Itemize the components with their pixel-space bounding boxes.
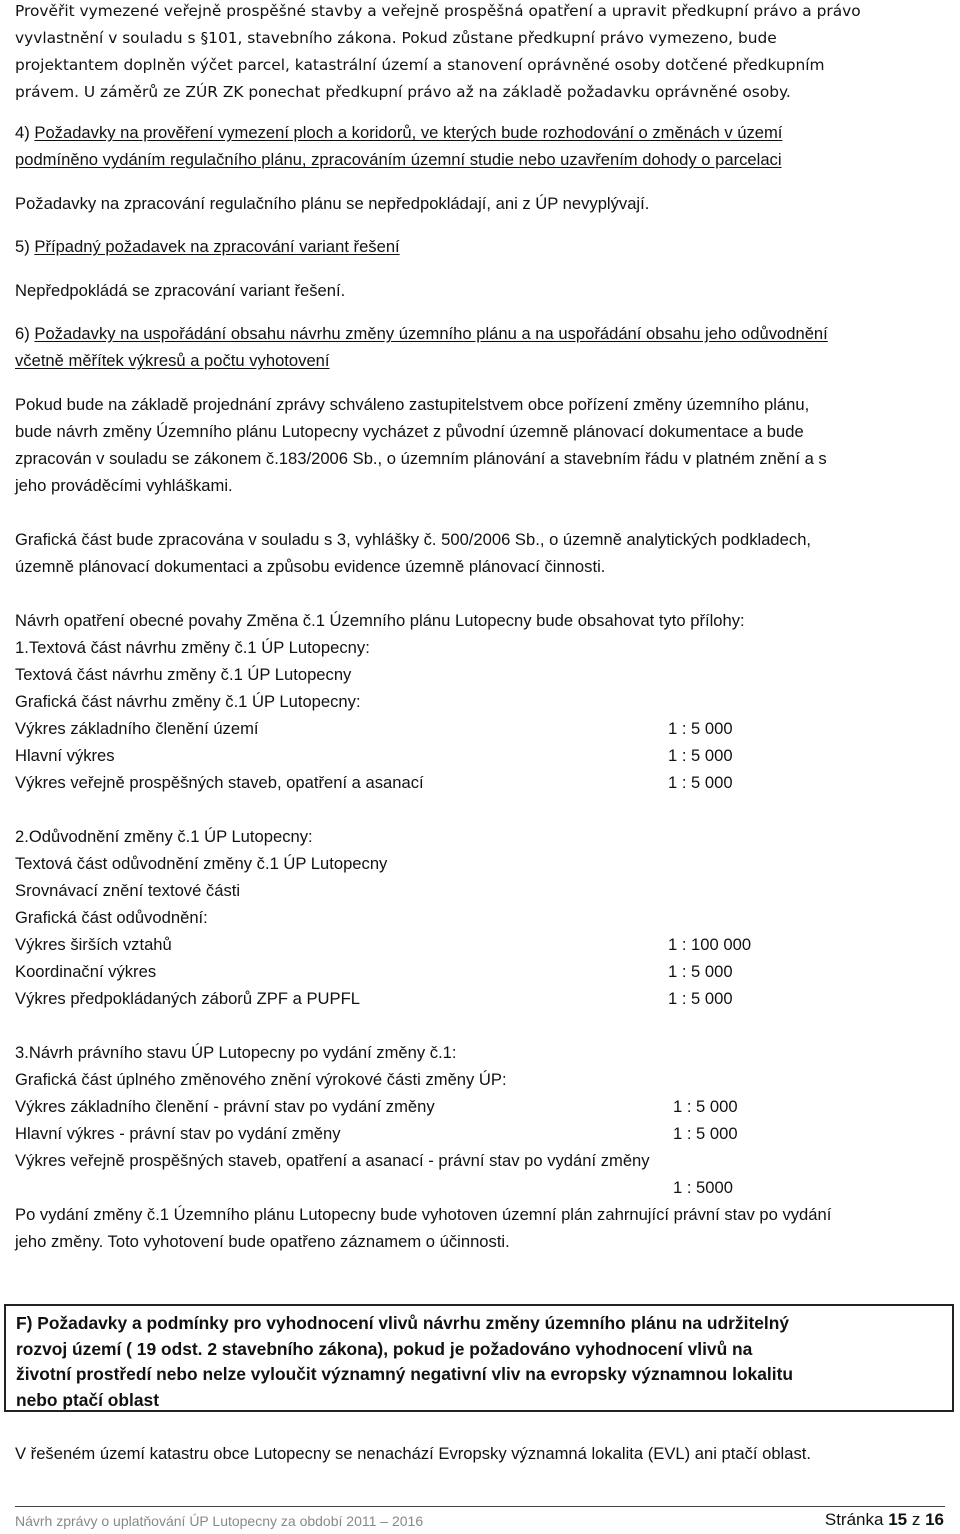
group-3-item-scale: 1 : 5 000 <box>673 1124 738 1143</box>
section-5-heading <box>15 236 400 258</box>
section-4-heading-line-1 <box>15 122 782 144</box>
footer-title: Návrh zprávy o uplatňování ÚP Lutopecny za období 2011 – 2016 <box>15 1513 424 1529</box>
section-6-para-2-line-1: Grafická část bude zpracována v souladu s 3, vyhlášky č. 500/2006 Sb., o územně analytických podkladech, <box>15 530 812 549</box>
page-number <box>825 1510 944 1530</box>
section-6-heading-line-1 <box>15 323 828 345</box>
group-3-item-name: Výkres základního členění - právní stav po vydání změny <box>15 1097 435 1116</box>
group-3-item-name: Výkres veřejně prospěšných staveb, opatření a asanací - právní stav po vydání změny <box>15 1151 650 1170</box>
group-1-graphic: Grafická část návrhu změny č.1 ÚP Lutopecny: <box>15 692 361 711</box>
section-f-heading-line-2: rozvoj území ( 19 odst. 2 stavebního zákona), pokud je požadováno vyhodnocení vlivů na <box>16 1338 753 1359</box>
group-3-graphic: Grafická část úplného změnového znění výrokové části změny ÚP: <box>15 1070 507 1089</box>
section-f-heading-line-4: nebo ptačí oblast <box>16 1389 160 1410</box>
group-2-compare: Srovnávací znění textové části <box>15 881 241 900</box>
group-3-item-scale: 1 : 5000 <box>673 1178 733 1197</box>
group-1-item-name: Hlavní výkres <box>15 746 115 765</box>
section-4-heading-line-2: podmíněno vydáním regulačního plánu, zpracováním územní studie nebo uzavřením dohody o parcelaci <box>15 150 782 169</box>
group-2-text: Textová část odůvodnění změny č.1 ÚP Lutopecny <box>15 854 388 873</box>
section-6-para-1-line-4: jeho prováděcími vyhláškami. <box>15 476 233 495</box>
group-1-item-name: Výkres veřejně prospěšných staveb, opatření a asanací <box>15 773 424 792</box>
group-2-item-name: Výkres předpokládaných záborů ZPF a PUPFL <box>15 989 360 1008</box>
attachments-intro: Návrh opatření obecné povahy Změna č.1 Územního plánu Lutopecny bude obsahovat tyto přílohy: <box>15 611 745 630</box>
section-6-heading-line-2: včetně měřítek výkresů a počtu vyhotovení <box>15 351 330 370</box>
section-6-para-1-line-2: bude návrh změny Územního plánu Lutopecny vycházet z původní územně plánovací dokumentace a bude <box>15 422 804 441</box>
current-page: 15 <box>888 1510 908 1529</box>
group-1-text: Textová část návrhu změny č.1 ÚP Lutopecny <box>15 665 352 684</box>
closing-line-1: Po vydání změny č.1 Územního plánu Lutopecny bude vyhotoven územní plán zahrnující právní stav po vydání <box>15 1205 832 1224</box>
group-2-title: 2.Odůvodnění změny č.1 ÚP Lutopecny: <box>15 827 313 846</box>
section-5-heading-text: Případný požadavek na zpracování variant řešení <box>34 237 400 256</box>
group-1-item-scale: 1 : 5 000 <box>668 773 733 792</box>
group-1-title: 1.Textová část návrhu změny č.1 ÚP Lutopecny: <box>15 638 370 657</box>
group-2-item-name: Výkres širších vztahů <box>15 935 172 954</box>
total-pages: 16 <box>925 1510 944 1529</box>
group-2-item-scale: 1 : 5 000 <box>668 962 733 981</box>
group-2-item-name: Koordinační výkres <box>15 962 157 981</box>
group-2-item-scale: 1 : 100 000 <box>668 935 752 954</box>
section-4-number: 4) <box>15 123 35 142</box>
intro-line-2: vyvlastnění v souladu s §101, stavebního zákona. Pokud zůstane předkupní právo vymezeno, bude <box>15 29 777 47</box>
section-f-heading <box>16 1311 944 1413</box>
page-of: z <box>911 1510 921 1529</box>
section-6-para-2-line-2: územně plánovací dokumentaci a způsobu evidence územně plánovací činnosti. <box>15 557 606 576</box>
group-2-graphic: Grafická část odůvodnění: <box>15 908 208 927</box>
group-1-item-scale: 1 : 5 000 <box>668 719 733 738</box>
section-f-box <box>4 1304 954 1412</box>
group-1-item-scale: 1 : 5 000 <box>668 746 733 765</box>
intro-line-4: právem. U záměrů ze ZÚR ZK ponechat předkupní právo až na základě požadavku oprávněné osoby. <box>15 83 791 101</box>
section-4-heading-text: Požadavky na prověření vymezení ploch a koridorů, ve kterých bude rozhodování o změnách v území <box>34 123 783 142</box>
section-f-heading-line-3: životní prostředí nebo nelze vyloučit významný negativní vliv na evropsky významnou lokalitu <box>16 1364 793 1384</box>
group-3-item-scale: 1 : 5 000 <box>673 1097 738 1116</box>
section-5-number: 5) <box>15 237 35 256</box>
section-f-body: V řešeném území katastru obce Lutopecny se nenachází Evropsky významná lokalita (EVL) ani ptačí oblast. <box>15 1444 811 1463</box>
page-word: Stránka <box>824 1510 884 1529</box>
group-1-item-name: Výkres základního členění území <box>15 719 259 738</box>
section-5-body: Nepředpokládá se zpracování variant řešení. <box>15 281 346 300</box>
section-f-heading-line-1: F) Požadavky a podmínky pro vyhodnocení vlivů návrhu změny územního plánu na udržitelný <box>16 1313 790 1333</box>
intro-line-1: Prověřit vymezené veřejně prospěšné stavby a veřejně prospěšná opatření a upravit předkupní právo a právo <box>15 2 861 20</box>
section-4-body: Požadavky na zpracování regulačního plánu se nepředpokládají, ani z ÚP nevyplývají. <box>15 194 650 213</box>
intro-line-3: projektantem doplněn výčet parcel, katastrální území a stanovení oprávněné osoby dotčené předkupním <box>15 56 825 74</box>
group-3-item-name: Hlavní výkres - právní stav po vydání změny <box>15 1124 341 1143</box>
group-3-title: 3.Návrh právního stavu ÚP Lutopecny po vydání změny č.1: <box>15 1043 457 1062</box>
section-6-para-1-line-1: Pokud bude na základě projednání zprávy schváleno zastupitelstvem obce pořízení změny územního plánu, <box>15 395 810 414</box>
section-6-para-1-line-3: zpracován v souladu se zákonem č.183/2006 Sb., o územním plánování a stavebním řádu v platném znění a s <box>15 449 827 468</box>
closing-line-2: jeho změny. Toto vyhotovení bude opatřeno záznamem o účinnosti. <box>15 1232 510 1251</box>
group-2-item-scale: 1 : 5 000 <box>668 989 733 1008</box>
section-6-heading-text: Požadavky na uspořádání obsahu návrhu změny územního plánu a na uspořádání obsahu jeho odůvodnění <box>34 324 828 343</box>
section-6-number: 6) <box>15 324 35 343</box>
footer-divider <box>15 1506 945 1507</box>
